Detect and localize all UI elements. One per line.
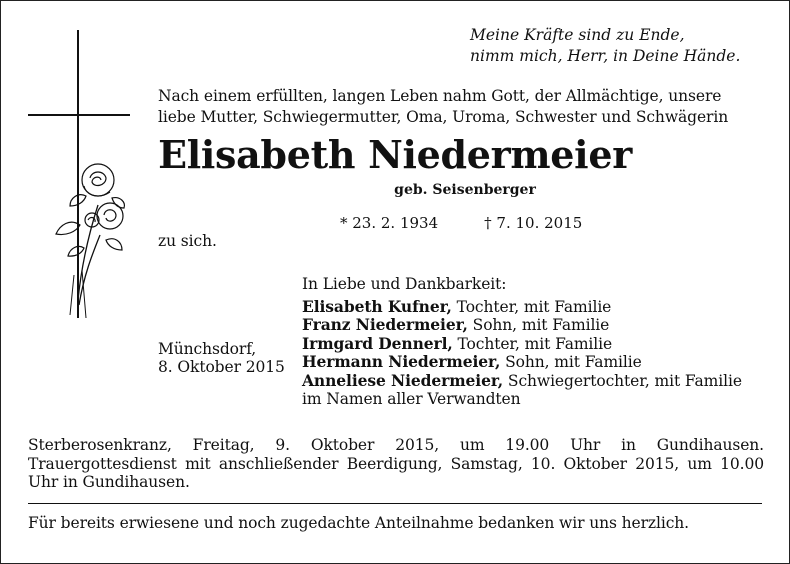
intro-line-2: liebe Mutter, Schwiegermutter, Oma, Uroma, Schwester und Schwägerin xyxy=(158,108,729,126)
place: Münchsdorf, xyxy=(158,340,257,358)
funeral-note: Sterberosenkranz, Freitag, 9. Oktober 2015, um 19.00 Uhr in Gundihausen. Trauergottesdienst mit anschließender Beerdigung, Samstag, 10. Oktober 2015, um 10.00 Uhr in Gundihausen. xyxy=(28,436,764,491)
dank-heading: In Liebe und Dankbarkeit: xyxy=(302,275,507,293)
mourner-row xyxy=(302,372,742,390)
mourner-relation: Sohn, mit Familie xyxy=(505,353,642,372)
mourner-row xyxy=(302,353,742,371)
mourner-name: Irmgard Dennerl, xyxy=(302,333,453,353)
intro-text xyxy=(158,86,728,128)
mourner-relation: Schwiegertochter, mit Familie xyxy=(507,371,742,390)
mourner-name: Hermann Niedermeier, xyxy=(302,352,501,372)
mourners-list xyxy=(302,298,742,408)
thanks-text: Für bereits erwiesene und noch zugedachte Anteilnahme bedanken wir uns herzlich. xyxy=(28,514,689,532)
mourner-relation: Sohn, mit Familie xyxy=(472,316,610,335)
divider xyxy=(28,503,762,504)
mourner-name: Elisabeth Kufner, xyxy=(302,297,452,316)
mourner-name: Anneliese Niedermeier, xyxy=(302,370,504,390)
motto-line-2: nimm mich, Herr, in Deine Hände. xyxy=(470,47,741,65)
life-dates xyxy=(340,214,628,232)
mourner-row xyxy=(302,335,742,353)
mourner-row xyxy=(302,298,742,316)
birth-name: geb. Seisenberger xyxy=(394,182,536,198)
birth-date: * 23. 2. 1934 xyxy=(340,214,439,232)
motto-line-1: Meine Kräfte sind zu Ende, xyxy=(470,26,685,44)
mourner-relation: Tochter, mit Familie xyxy=(457,334,613,353)
deceased-name: Elisabeth Niedermeier xyxy=(158,132,632,177)
mourner-row xyxy=(302,316,742,334)
intro-line-1: Nach einem erfüllten, langen Leben nahm Gott, der Allmächtige, unsere xyxy=(158,87,722,105)
mourner-name: Franz Niedermeier, xyxy=(302,315,468,335)
zu-sich-text: zu sich. xyxy=(158,232,217,250)
death-date: † 7. 10. 2015 xyxy=(484,214,583,232)
motto xyxy=(470,25,740,67)
date: 8. Oktober 2015 xyxy=(158,358,285,377)
relatives-line: im Namen aller Verwandten xyxy=(302,390,521,409)
place-date xyxy=(158,340,285,377)
mourner-relation: Tochter, mit Familie xyxy=(456,298,612,316)
